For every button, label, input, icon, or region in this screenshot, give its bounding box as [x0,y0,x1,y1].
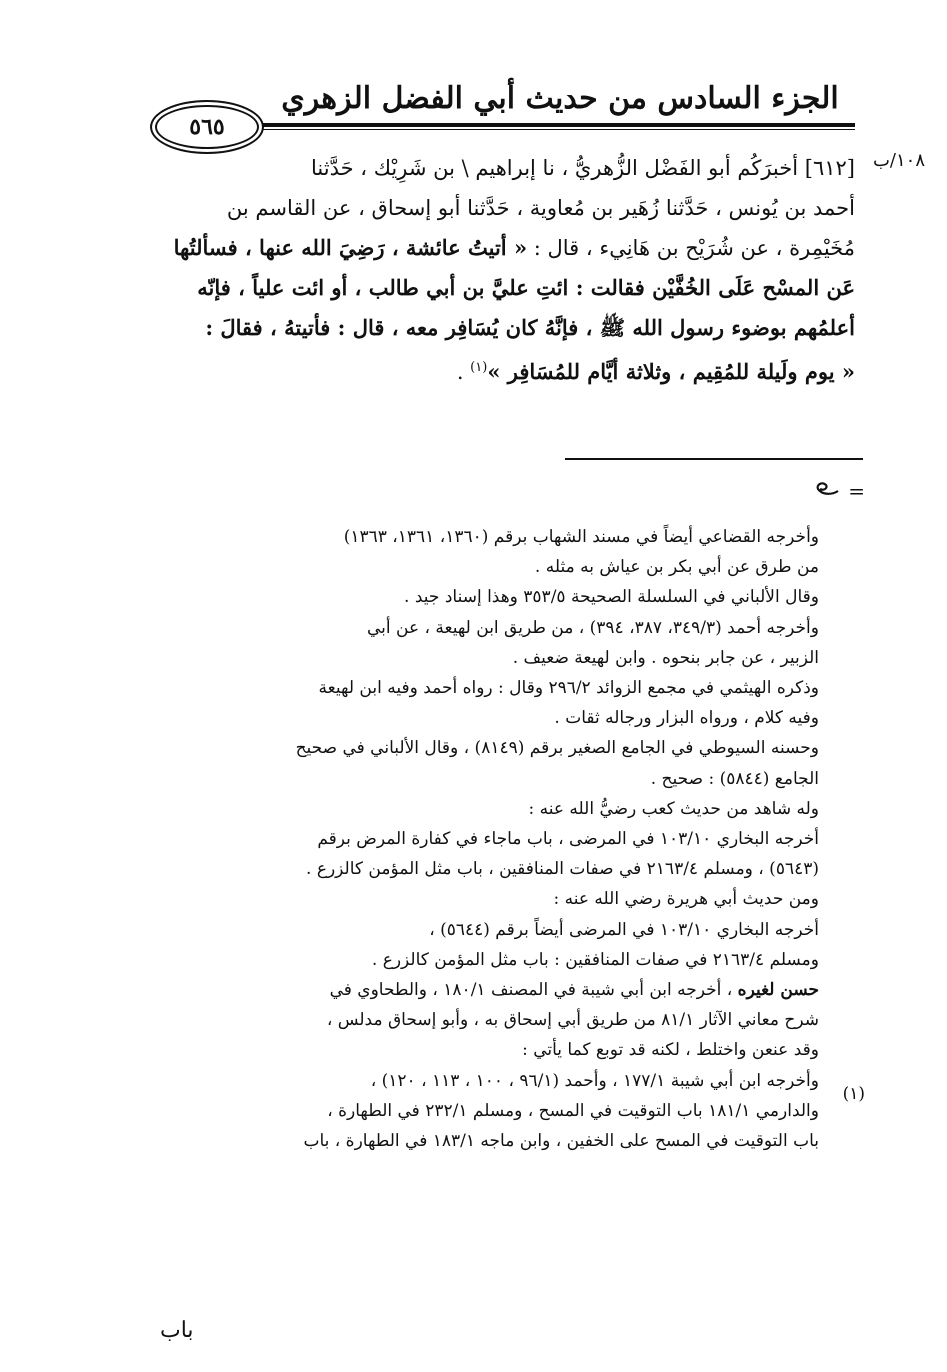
hadith-line: أحمد بن يُونس ، حَدَّثنا زُهَير بن مُعاوية ، حَدَّثنا أبو إسحاق ، عن القاسم بن [226,196,855,220]
hadith-line: [٦١٢] أخبرَكُم أبو الفَضْل الزُّهريُّ ، نا إبراهيم \ بن شَرِيْك ، حَدَّثنا [311,156,855,180]
running-header-title: الجزء السادس من حديث أبي الفضل الزهري [281,80,839,116]
hadith-matn-line: « يوم ولَيلة للمُقِيم ، وثلاثة أيَّام للمُسَافِر » [487,359,855,384]
hadith-line [158,228,855,268]
footnote-line: أخرجه البخاري ١٠٣/١٠ في المرضى ، باب ماجاء في كفارة المرض برقم [317,829,819,850]
footnotes-section [158,522,819,1156]
header-rule [232,123,855,127]
footnote-line: وأخرجه القضاعي أيضاً في مسند الشهاب برقم (١٣٦٠، ١٣٦١، ١٣٦٣) [343,527,819,547]
footnote-line: الزبير ، عن جابر بنحوه . وابن لهيعة ضعيف . [512,647,819,668]
footnote-continuation-mark [814,478,865,503]
hadith-matn-line: أعلمُهم بوضوء رسول الله ﷺ ، فإنَّهُ كان يُسَافِر معه ، قال : فأتيتهُ ، فقالَ : [205,315,855,340]
hadith-line-text: مُخَيْمِرة ، عن شُرَيْح بن هَانِيء ، قال : [533,236,855,260]
hadith-matn-line: عَن المسْح عَلَى الخُفَّيْن فقالت : ائتِ عليَّ بن أبي طالب ، أو ائت علياً ، فإنّه [197,275,855,300]
footnote-line: والدارمي ١٨١/١ باب التوقيت في المسح ، ومسلم ٢٣٢/١ في الطهارة ، [327,1100,819,1121]
footnote-line: وفيه كلام ، ورواه البزار ورجاله ثقات . [554,708,819,729]
footnote-line: وأخرجه أحمد (٣٤٩/٣، ٣٨٧، ٣٩٤) ، من طريق ابن لهيعة ، عن أبي [366,617,819,638]
footnote-line: الجامع (٥٨٤٤) : صحيح . [650,768,819,789]
footnote-line: أخرجه البخاري ١٠٣/١٠ في المرضى أيضاً برقم (٥٦٤٤) ، [429,919,819,940]
footnote-line: وأخرجه ابن أبي شيبة ١٧٧/١ ، وأحمد (٩٦/١ ، ١٠٠ ، ١١٣ ، ١٢٠) ، [370,1070,819,1091]
footnote-line: شرح معاني الآثار ٨١/١ من طريق أبي إسحاق به ، وأبو إسحاق مدلس ، [326,1010,819,1031]
manuscript-folio-reference: ١٠٨/ب [872,150,925,171]
footnote-line: ومسلم ٢١٦٣/٤ في صفات المنافقين : باب مثل المؤمن كالزرع . [371,949,819,970]
header-rule-thin [232,129,855,130]
footnote-text: ، أخرجه ابن أبي شيبة في المصنف ١٨٠/١ ، والطحاوي في [329,980,733,1001]
hadith-matn-last-line [158,348,855,392]
footnote-number: (١) [842,1084,865,1104]
footnote-line: وقال الألباني في السلسلة الصحيحة ٣٥٣/٥ وهذا إسناد جيد . [404,587,819,608]
sentence-end: . [456,360,471,384]
page-number-oval [150,100,264,154]
footnote-grade: حسن لغيره [737,980,819,1001]
continuation-mark-icon [814,478,840,503]
footnote-line: من طرق عن أبي بكر بن عياش به مثله . [534,557,819,578]
equals-sign: = [848,478,865,503]
footnote-line: وقد عنعن واختلط ، لكنه قد توبع كما يأتي : [522,1040,819,1061]
footnote-reference: (١) [470,360,488,375]
catchword: باب [160,1318,194,1343]
footnote-line: وله شاهد من حديث كعب رضيُّ الله عنه : [528,798,819,819]
footnote-separator [565,458,863,460]
footnote-line: وذكره الهيثمي في مجمع الزوائد ٢٩٦/٢ وقال : رواه أحمد وفيه ابن لهيعة [318,678,819,699]
footnote-line: باب التوقيت في المسح على الخفين ، وابن ماجه ١٨٣/١ في الطهارة ، باب [303,1131,819,1152]
footnote-line: وحسنه السيوطي في الجامع الصغير برقم (٨١٤٩) ، وقال الألباني في صحيح [295,738,819,759]
footnote-line [158,975,819,1005]
hadith-text [158,148,855,392]
hadith-matn: « أتيتُ عائشة ، رَضِيَ الله عنها ، فسألتُها [173,235,528,260]
footnote-line: ومن حديث أبي هريرة رضي الله عنه : [553,889,819,910]
footnote-line: (٥٦٤٣) ، ومسلم ٢١٦٣/٤ في صفات المنافقين ، باب مثل المؤمن كالزرع . [306,859,819,880]
page-number: ٥٦٥ [189,114,225,140]
